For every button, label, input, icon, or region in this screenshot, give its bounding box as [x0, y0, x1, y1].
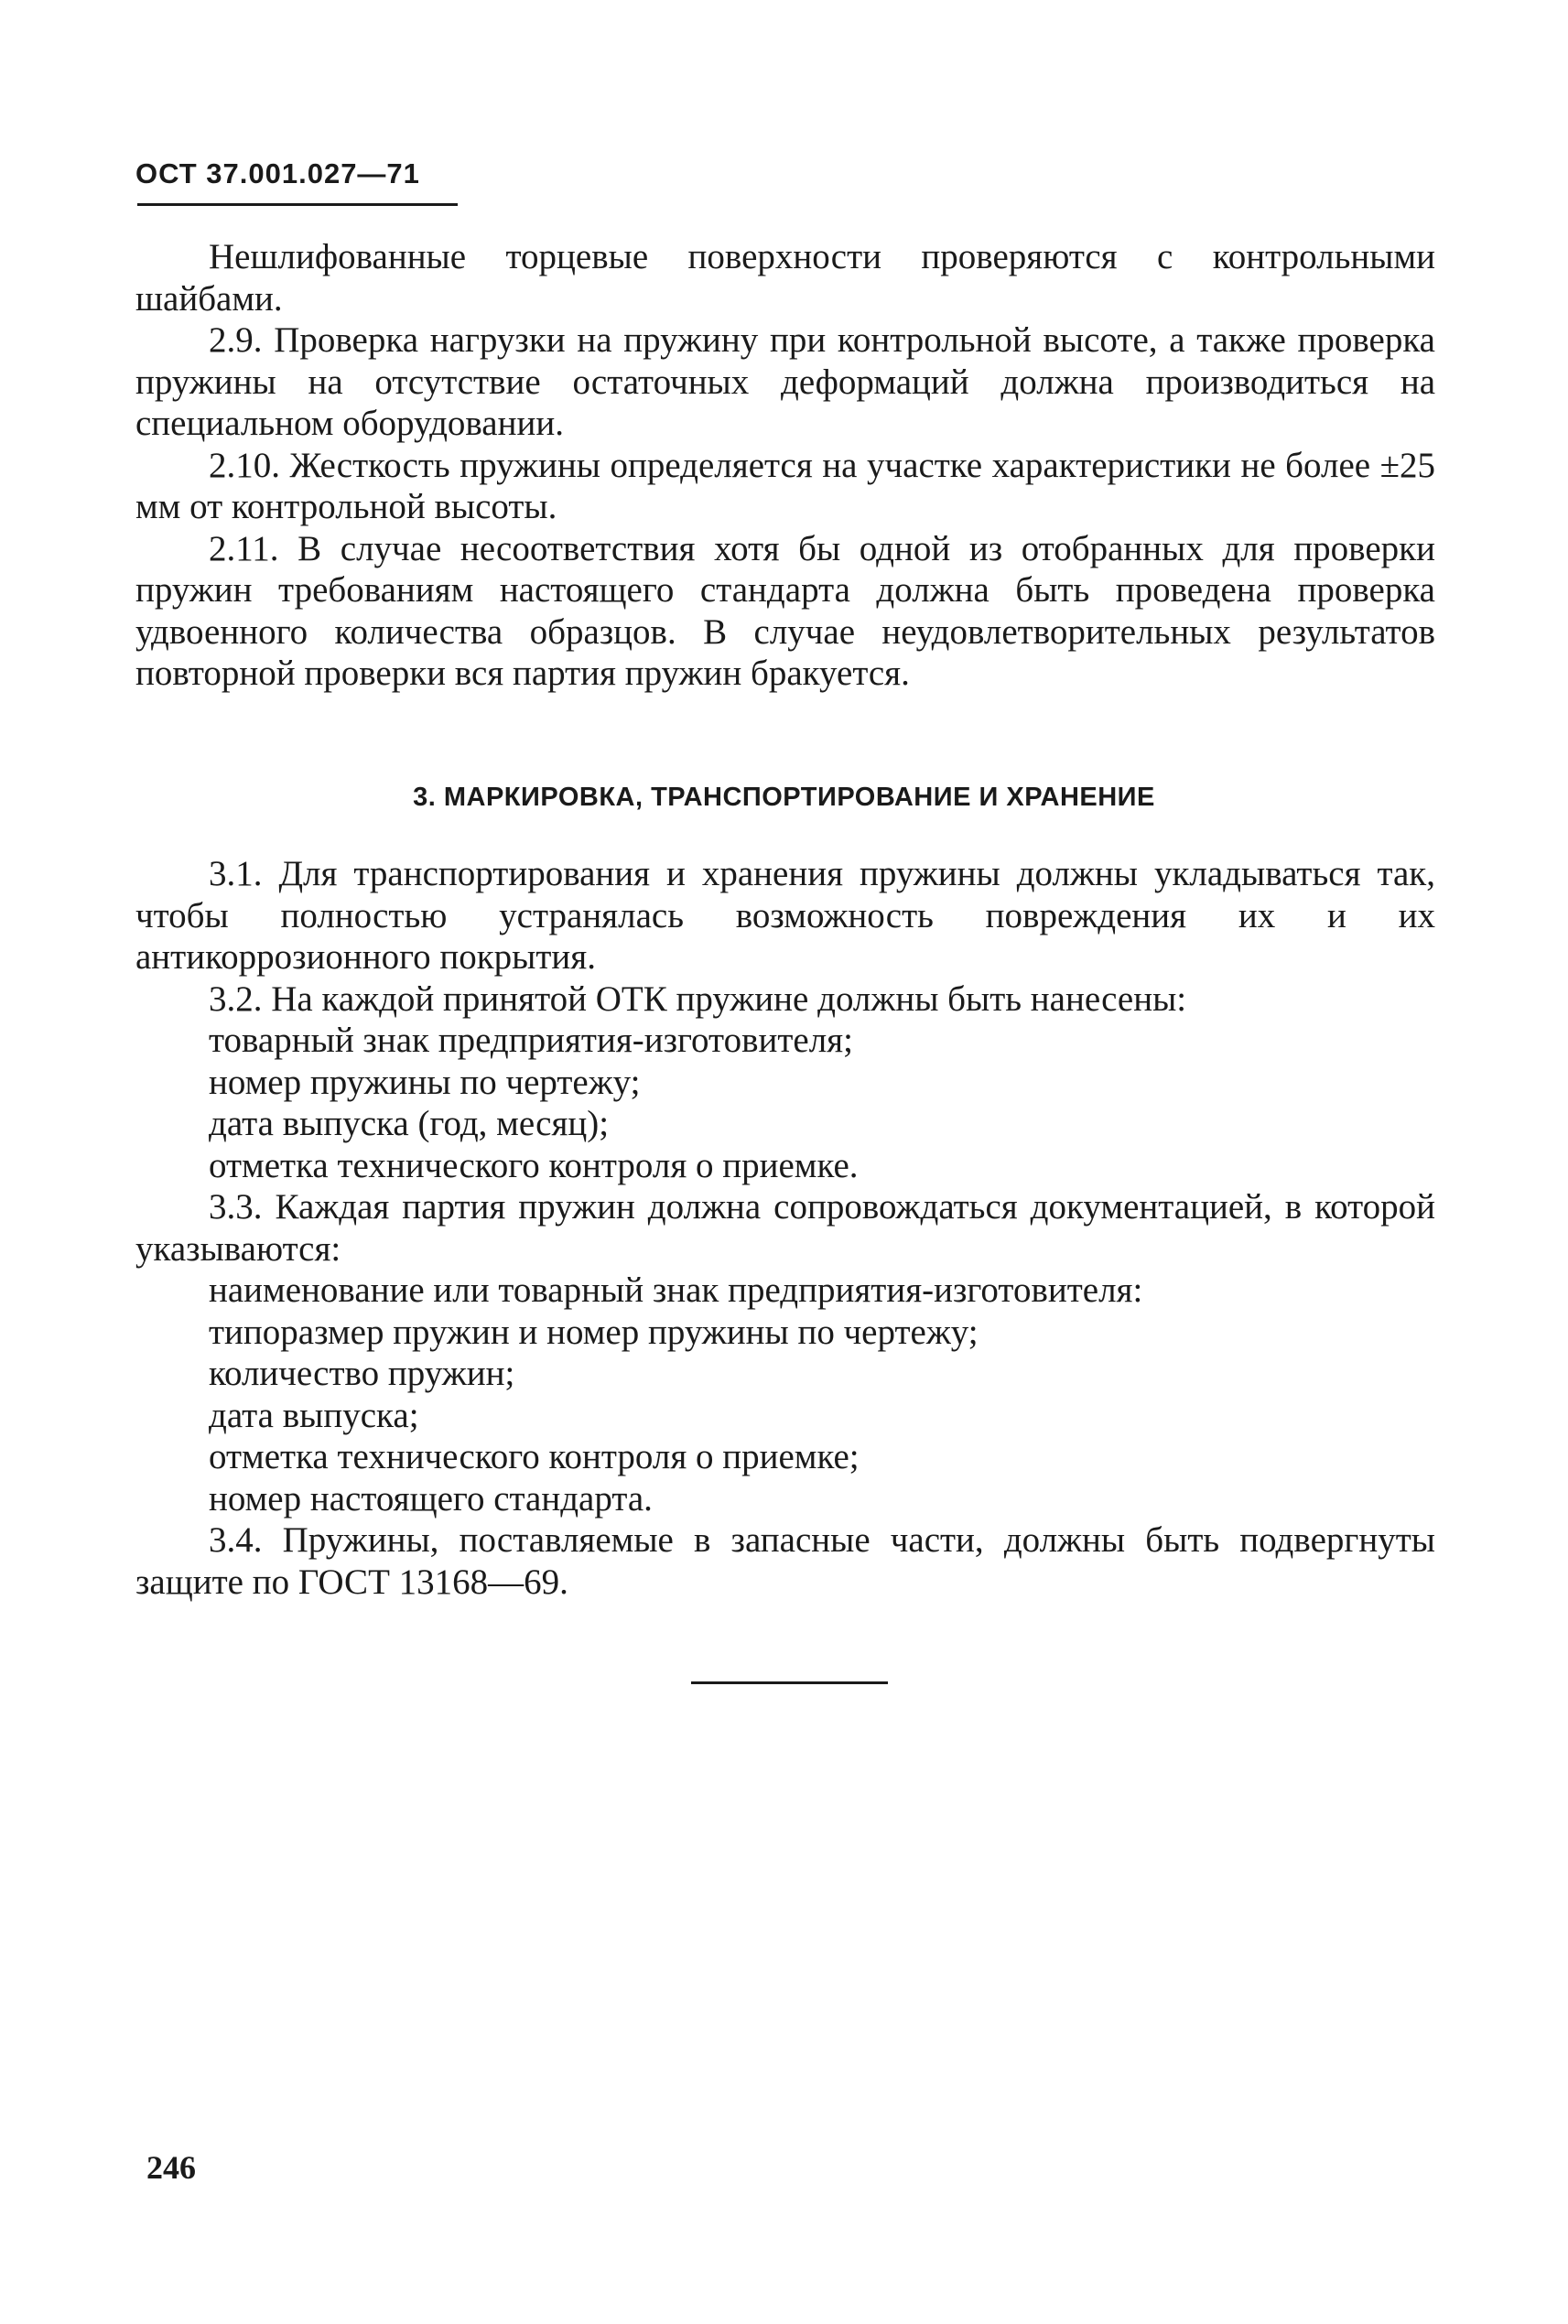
page-number: 246 — [146, 2149, 196, 2186]
list-item-3-2-1: товарный знак предприятия-изготовителя; — [209, 1021, 853, 1060]
list-item-3-3-5: отметка технического контроля о приемке; — [209, 1437, 860, 1476]
standard-code-header: ОСТ 37.001.027—71 — [135, 157, 420, 189]
list-item-3-2-2: номер пружины по чертежу; — [209, 1062, 641, 1102]
section-2-continued — [135, 236, 1435, 695]
paragraph-3-4: 3.4. Пружины, поставляемые в запасные части, должны быть подвергнуты защите по ГОСТ 13168—69. — [135, 1520, 1435, 1602]
list-item-3-3-6: номер настоящего стандарта. — [209, 1478, 653, 1519]
paragraph-2-9: 2.9. Проверка нагрузки на пружину при контрольной высоте, а также проверка пружины на отсутствие остаточных деформаций должна производиться на специальном оборудовании. — [135, 320, 1435, 443]
paragraph-3-2: 3.2. На каждой принятой ОТК пружине должны быть нанесены: — [209, 978, 1187, 1019]
header-underline — [137, 203, 458, 206]
section-3-title: 3. МАРКИРОВКА, ТРАНСПОРТИРОВАНИЕ И ХРАНЕНИЕ — [413, 783, 1155, 812]
end-of-text-rule — [691, 1681, 888, 1684]
list-item-3-3-1: наименование или товарный знак предприятия-изготовителя: — [209, 1270, 1143, 1310]
list-item-3-2-4: отметка технического контроля о приемке. — [209, 1145, 859, 1185]
list-item-3-3-3: количество пружин; — [209, 1354, 515, 1393]
paragraph-2-11: 2.11. В случае несоответствия хотя бы одной из отобранных для проверки пружин требованиям настоящего стандарта должна быть проведена проверка удвоенного количества образцов. В случае неудовлетворительных результатов повторной проверки вся партия пружин бракуется. — [135, 528, 1435, 693]
paragraph-3-3: 3.3. Каждая партия пружин должна сопровождаться документацией, в которой указываются: — [135, 1187, 1435, 1269]
paragraph-3-1: 3.1. Для транспортирования и хранения пружины должны укладываться так, чтобы полностью устранялась возможность повреждения их и их антикоррозионного покрытия. — [135, 854, 1435, 977]
paragraph-unground-surfaces: Нешлифованные торцевые поверхности проверяются с контрольными шайбами. — [135, 237, 1435, 319]
paragraph-2-10: 2.10. Жесткость пружины определяется на участке характеристики не более ±25 мм от контрольной высоты. — [135, 445, 1435, 526]
list-item-3-3-2: типоразмер пружин и номер пружины по чертежу; — [209, 1312, 979, 1352]
list-item-3-3-4: дата выпуска; — [209, 1395, 419, 1435]
list-item-3-2-3: дата выпуска (год, месяц); — [209, 1104, 610, 1143]
section-3-body — [135, 853, 1435, 1603]
